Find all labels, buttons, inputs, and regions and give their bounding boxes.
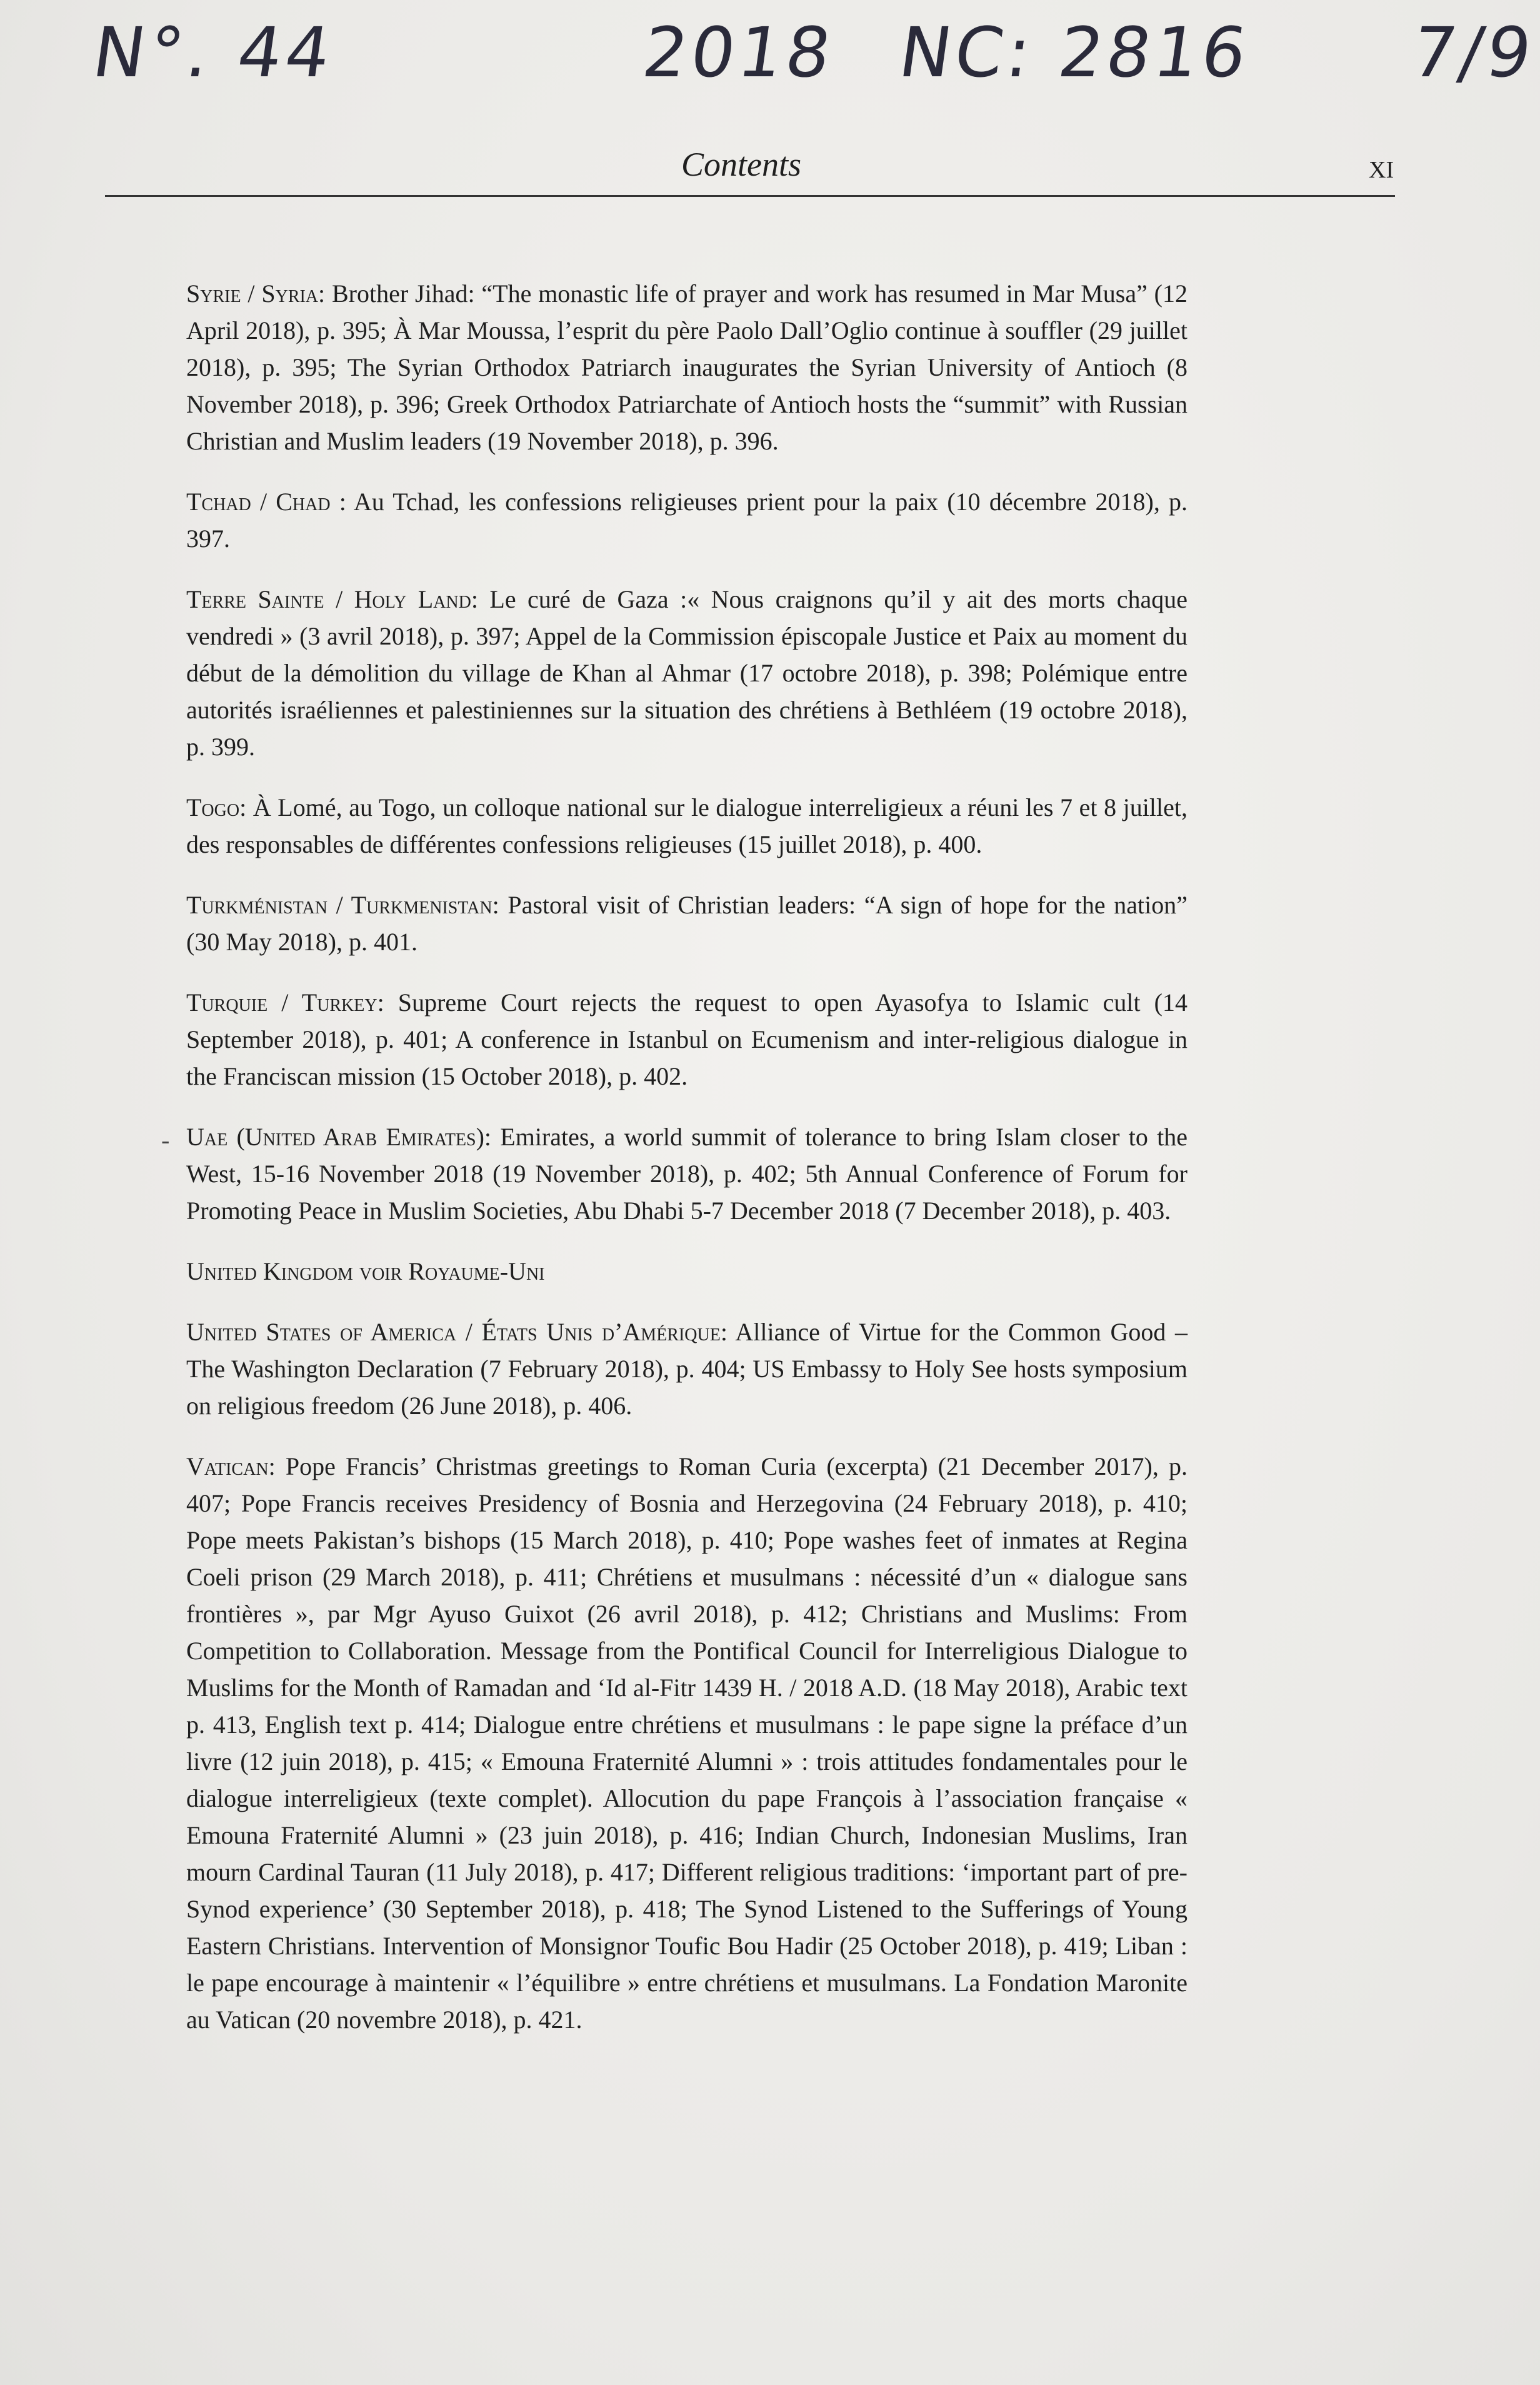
header-rule: [105, 195, 1395, 197]
entry-text: : Supreme Court rejects the request to open Ayasofya to Islamic cult (14 September 2018), p. 401; A conference in Istanbul on Ecumenism and inter-religious dialogue in the Franciscan mission (15 October 2018), p. 402.: [186, 988, 1188, 1090]
entry-text: : Le curé de Gaza :« Nous craignons qu’il y ait des morts chaque vendredi » (3 avril 2018), p. 397; Appel de la Commission épiscopale Justice et Paix au moment du début de la démolition du village de Khan al Ahmar (17 octobre 2018), p. 398; Polémique entre autorités israéliennes et palestiniennes sur la situation des chrétiens à Bethléem (19 octobre 2018), p. 399.: [186, 585, 1188, 761]
entry-text: : Pastoral visit of Christian leaders: “A sign of hope for the nation” (30 May 2018), p. 401.: [186, 891, 1188, 956]
entry-togo: [186, 789, 1188, 863]
page-number: XI: [1369, 157, 1394, 183]
entry-syria: [186, 275, 1188, 459]
country-name: Turkménistan / Turkmenistan: [186, 891, 492, 919]
entry-uae: [186, 1118, 1188, 1229]
entry-chad: [186, 483, 1188, 557]
entry-vatican: [186, 1448, 1188, 2038]
entry-text: : Emirates, a world summit of tolerance to bring Islam closer to the West, 15-16 November 2018 (19 November 2018), p. 402; 5th Annual Conference of Forum for Promoting Peace in Muslim Societies, Abu Dhabi 5-7 December 2018 (7 December 2018), p. 403.: [186, 1123, 1188, 1225]
entry-turkey: [186, 984, 1188, 1095]
entry-turkmenistan: [186, 886, 1188, 960]
handwritten-fraction: 7/9: [1407, 13, 1540, 93]
country-name: Terre Sainte / Holy Land: [186, 585, 471, 613]
country-name: Uae (United Arab Emirates): [186, 1123, 484, 1151]
entry-united-kingdom: [186, 1253, 1188, 1290]
country-name: Turquie / Turkey: [186, 988, 378, 1017]
running-head-title: Contents: [681, 146, 802, 183]
country-name: United States of America / États Unis d’Amérique: [186, 1318, 721, 1346]
entry-text: : Au Tchad, les confessions religieuses prient pour la paix (10 décembre 2018), p. 397.: [186, 488, 1188, 553]
handwritten-code: NC: 2816: [894, 13, 1256, 93]
handwritten-year: 2018: [638, 13, 839, 93]
contents-list: [186, 275, 1188, 2062]
country-name: Tchad / Chad: [186, 488, 331, 516]
handwritten-issue-number: N°. 44: [88, 13, 339, 93]
entry-text: : À Lomé, au Togo, un colloque national sur le dialogue interreligieux a réuni les 7 et 8 juillet, des responsables de différentes confessions religieuses (15 juillet 2018), p. 400.: [186, 793, 1188, 858]
country-name: Togo: [186, 793, 240, 821]
country-name: Syrie / Syria: [186, 279, 319, 308]
margin-mark: -: [161, 1126, 170, 1154]
entry-text: : Brother Jihad: “The monastic life of prayer and work has resumed in Mar Musa” (12 April 2018), p. 395; À Mar Moussa, l’esprit du père Paolo Dall’Oglio continue à souffler (29 juillet 2018), p. 395; The Syrian Orthodox Patriarch inaugurates the Syrian University of Antioch (8 November 2018), p. 396; Greek Orthodox Patriarchate of Antioch hosts the “summit” with Russian Christian and Muslim leaders (19 November 2018), p. 396.: [186, 279, 1188, 455]
entry-text: : Pope Francis’ Christmas greetings to Roman Curia (excerpta) (21 December 2017), p. 407; Pope Francis receives Presidency of Bosnia and Herzegovina (24 February 2018), p. 410; Pope meets Pakistan’s bishops (15 March 2018), p. 410; Pope washes feet of inmates at Regina Coeli prison (29 March 2018), p. 411; Chrétiens et musulmans : nécessité d’un « dialogue sans frontières », par Mgr Ayuso Guixot (26 avril 2018), p. 412; Christians and Muslims: From Competition to Collaboration. Message from the Pontifical Council for Interreligious Dialogue to Muslims for the Month of Ramadan and ‘Id al-Fitr 1439 H. / 2018 A.D. (18 May 2018), Arabic text p. 413, English text p. 414; Dialogue entre chrétiens et musulmans : le pape signe la préface d’un livre (12 juin 2018), p. 415; « Emouna Fraternité Alumni » : trois attitudes fondamentales pour le dialogue interreligieux (texte complet). Allocution du pape François à l’association française « Emouna Fraternité Alumni » (23 juin 2018), p. 416; Indian Church, Indonesian Muslims, Iran mourn Cardinal Tauran (11 July 2018), p. 417; Different religious traditions: ‘important part of pre-Synod experience’ (30 September 2018), p. 418; The Synod Listened to the Sufferings of Young Eastern Christians. Intervention of Monsignor Toufic Bou Hadir (25 October 2018), p. 419; Liban : le pape encourage à maintenir « l’équilibre » entre chrétiens et musulmans. La Fondation Maronite au Vatican (20 novembre 2018), p. 421.: [186, 1452, 1188, 2034]
entry-text: : Alliance of Virtue for the Common Good – The Washington Declaration (7 February 2018), p. 404; US Embassy to Holy See hosts symposium on religious freedom (26 June 2018), p. 406.: [186, 1318, 1188, 1420]
country-name: Vatican: [186, 1452, 269, 1480]
entry-holy-land: [186, 581, 1188, 765]
entry-united-states: [186, 1313, 1188, 1424]
country-name: United Kingdom voir Royaume-Uni: [186, 1257, 545, 1285]
